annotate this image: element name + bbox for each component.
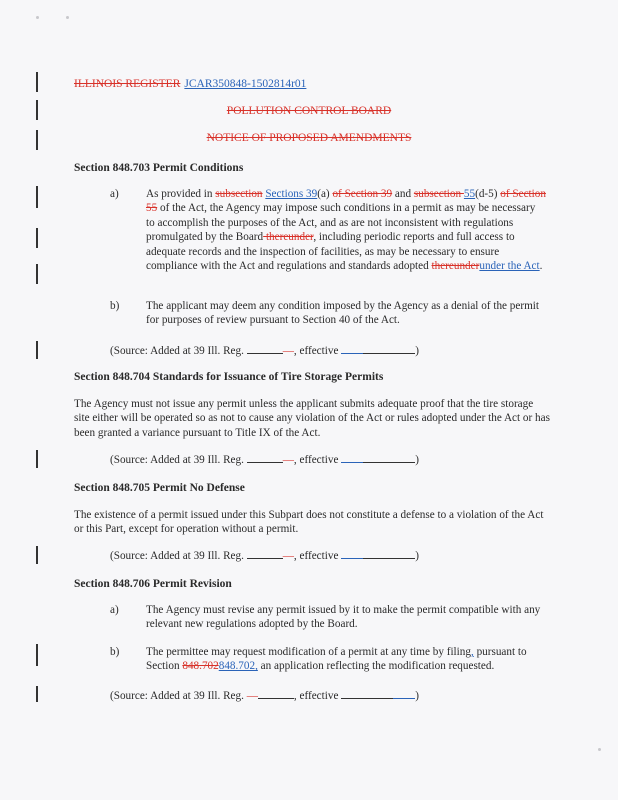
section-704-source: (Source: Added at 39 Ill. Reg. —, effective ) [110, 454, 419, 466]
section-703-heading: Section 848.703 Permit Conditions [74, 162, 244, 174]
register-inserted: JCAR350848-1502814r01 [184, 78, 307, 90]
section-703-source: (Source: Added at 39 Ill. Reg. —, effective ) [110, 345, 419, 357]
section-706-b-text: The permittee may request modification of a permit at any time by filing, pursuant to Section 848.702848.702, an application reflecting the modification requested. [146, 646, 527, 673]
change-bar [36, 644, 38, 666]
section-703-b: b) The applicant may deem any condition imposed by the Agency as a denial of the permit for purposes of review pursuant to Section 40 of the Act. [110, 300, 539, 327]
section-706-b: b) The permittee may request modification of a permit at any time by filing, pursuant to Section 848.702848.702, an application reflecting the modification requested. [110, 645, 550, 677]
register-header [74, 77, 306, 91]
section-705-heading: Section 848.705 Permit No Defense [74, 482, 245, 494]
board-header: POLLUTION CONTROL BOARD [226, 105, 392, 117]
section-703-a-text: As provided in subsection Sections 39(a) of Section 39 and subsection 55(d-5) of Section 55 of the Act, the Agency may impose such conditions in a permit as may be necessary to accomplish the purposes of the Act, and as are not inconsistent with regulations promulgated by the Board thereunder, including periodic reports and full access to adequate records and the inspection of facilities, as may be necessary to ensure compliance with the Act and regulations and standards adopted thereunderunder the Act. [146, 188, 546, 273]
change-bar [36, 264, 38, 284]
register-deleted: ILLINOIS REGISTER [74, 78, 181, 90]
section-704-text: The Agency must not issue any permit unless the applicant submits adequate proof that the tire storage site either will be operated so as not to cause any violation of the Act or rules adopted under the Act or has been granted a variance pursuant to Title IX of the Act. [74, 398, 550, 439]
scan-speck [66, 16, 69, 19]
change-bar [36, 686, 38, 702]
section-706-a: a) The Agency must revise any permit issued by it to make the permit compatible with any relevant new regulations adopted by the Board. [110, 604, 541, 631]
section-703-a: a) As provided in subsection Sections 39(a) of Section 39 and subsection 55(d-5) of Section 55 of the Act, the Agency may impose such conditions in a permit as may be necessary to accomplish the purposes of the Act, and as are not inconsistent with regulations promulgated by the Board thereunder, including periodic reports and full access to adequate records and the inspection of facilities, as may be necessary to ensure compliance with the Act and regulations and standards adopted thereunderunder the Act. [110, 188, 546, 273]
section-706-heading: Section 848.706 Permit Revision [74, 578, 232, 590]
change-bar [36, 72, 38, 92]
change-bar [36, 341, 38, 359]
section-704-heading: Section 848.704 Standards for Issuance of Tire Storage Permits [74, 371, 384, 383]
section-705-text: The existence of a permit issued under this Subpart does not constitute a defense to a violation of the Act or this Part, except for operation without a permit. [74, 509, 544, 536]
scan-speck [36, 16, 39, 19]
change-bar [36, 186, 38, 208]
change-bar [36, 450, 38, 468]
notice-header: NOTICE OF PROPOSED AMENDMENTS [206, 132, 412, 144]
section-706-source: (Source: Added at 39 Ill. Reg. — , effective ) [110, 690, 419, 702]
change-bar [36, 546, 38, 564]
change-bar [36, 228, 38, 248]
section-705-source: (Source: Added at 39 Ill. Reg. —, effective ) [110, 550, 419, 562]
scan-speck [598, 748, 601, 751]
